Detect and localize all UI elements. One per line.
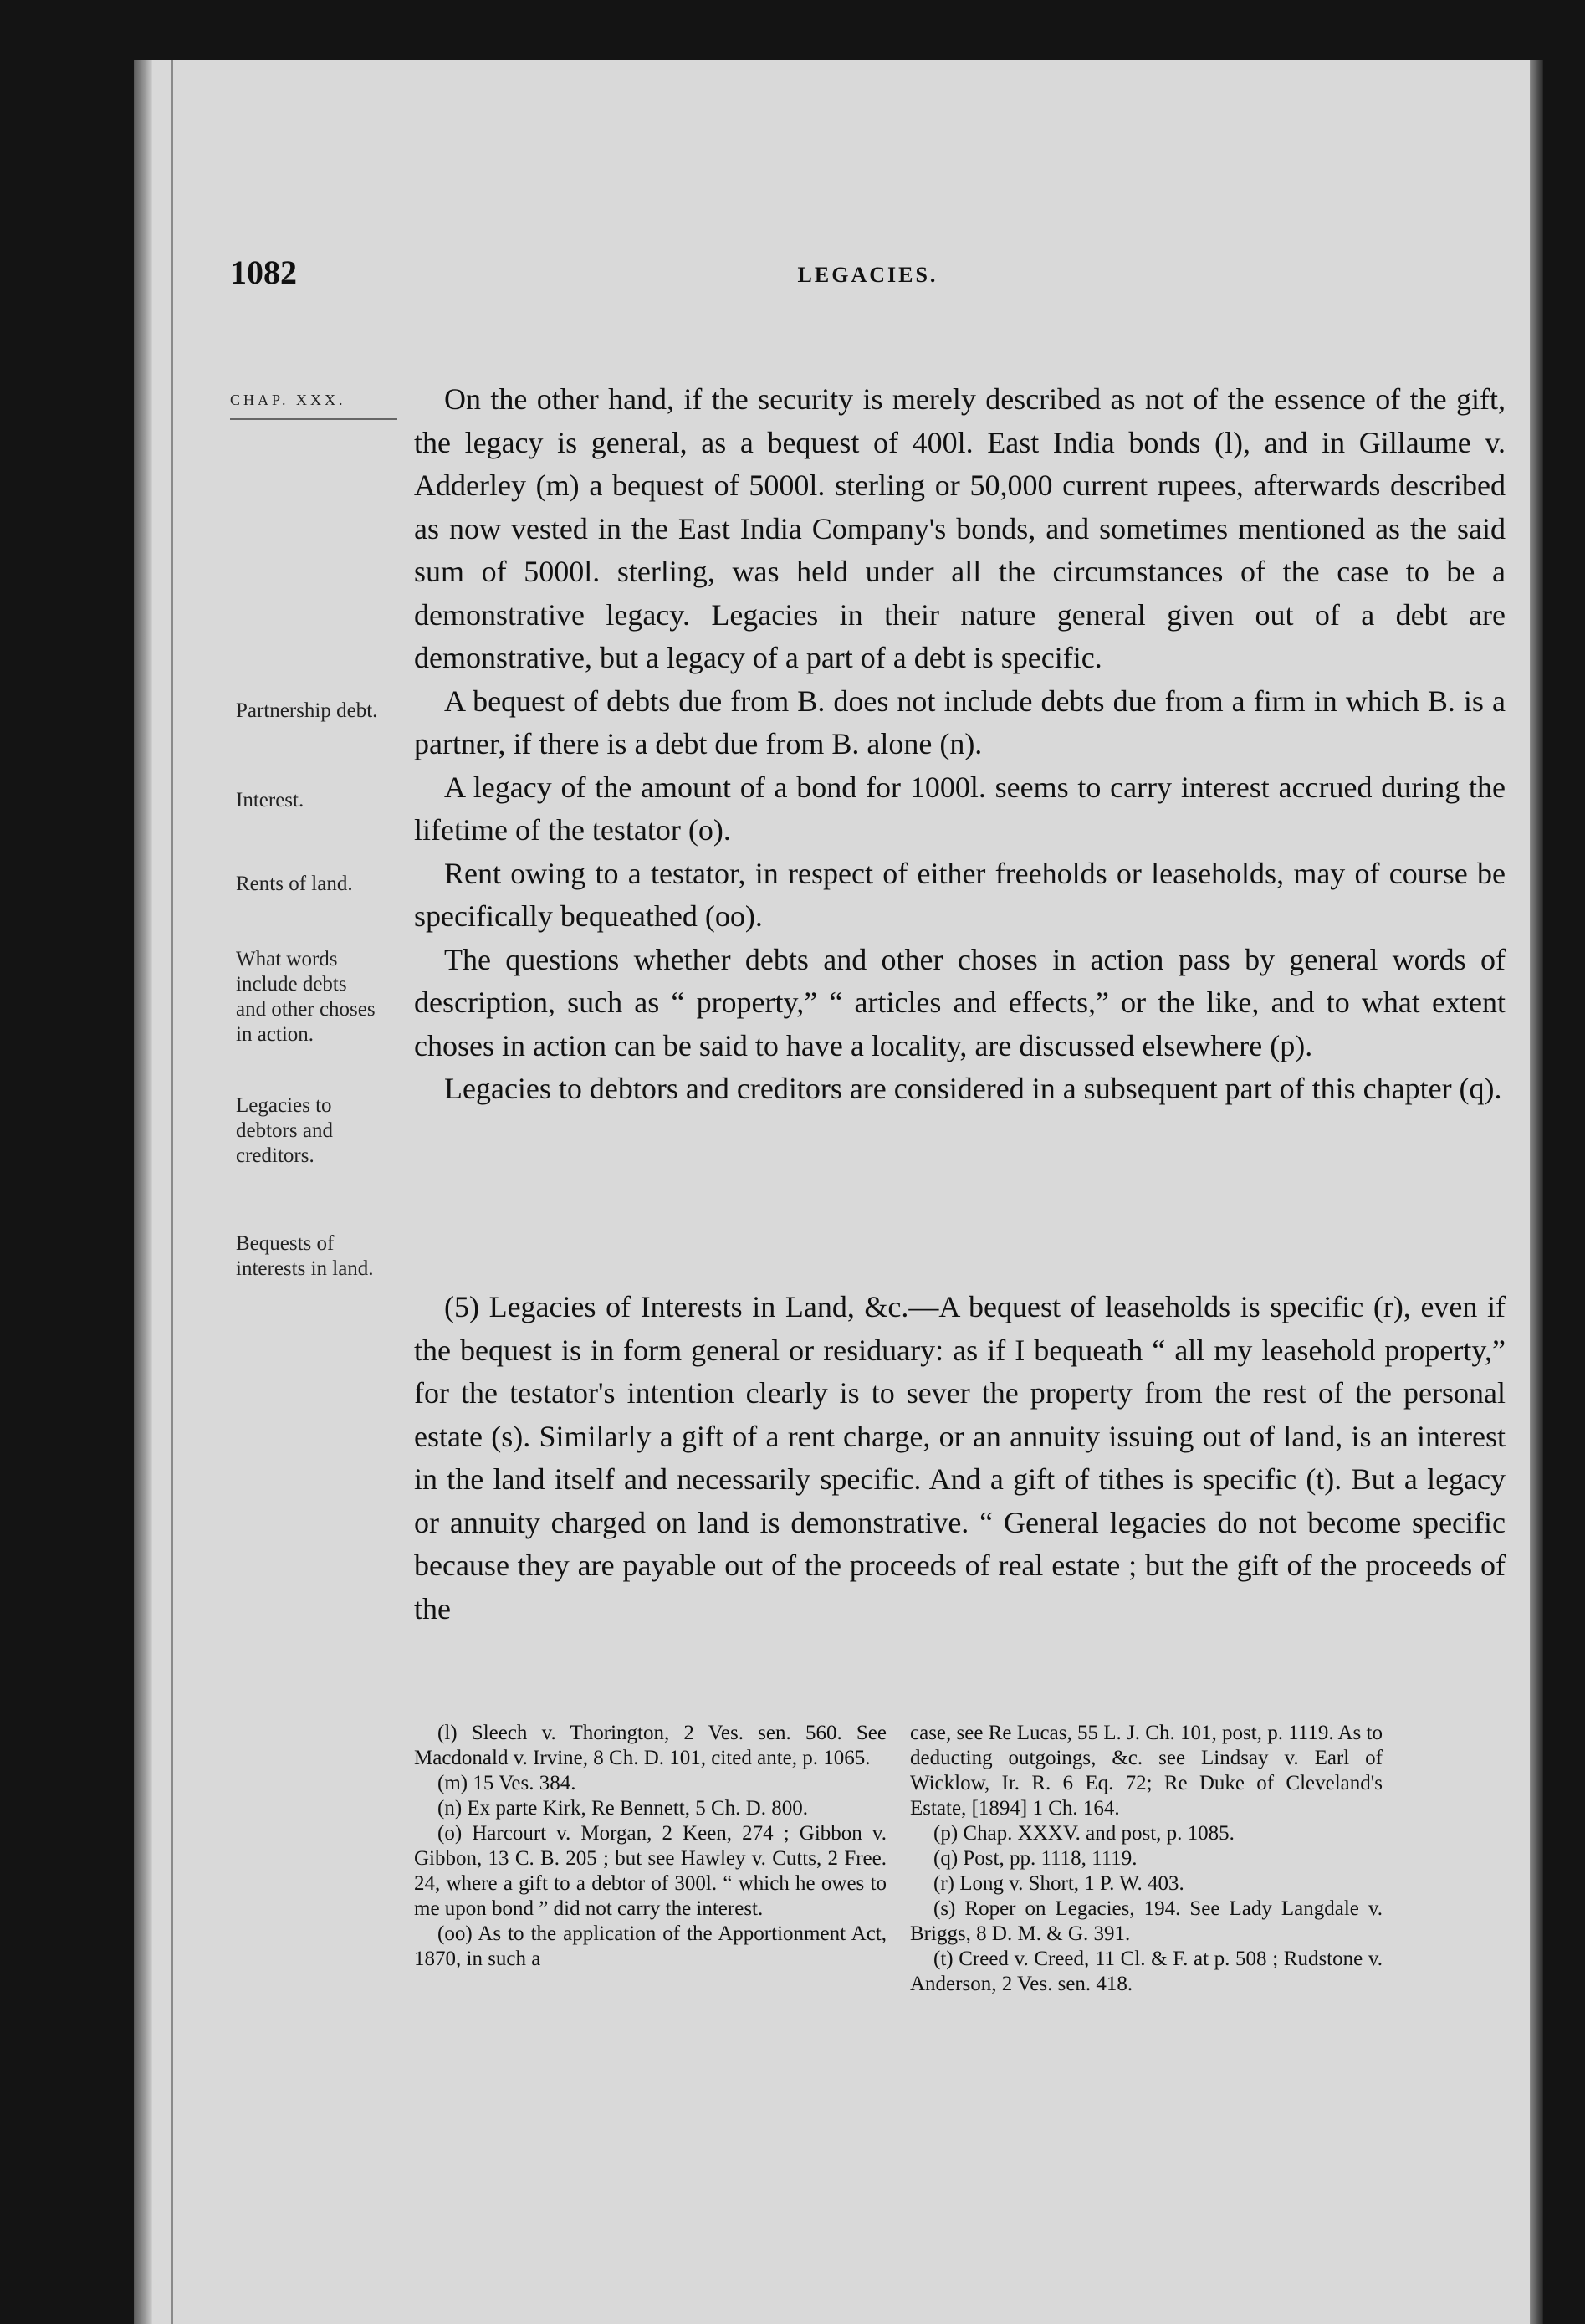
body-text-lower: [414, 1286, 1506, 1630]
chapter-label: CHAP. XXX.: [230, 392, 346, 408]
paragraph-partnership: A bequest of debts due from B. does not include debts due from a firm in which B. is a partner, if there is a debt due from B. alone (n).: [414, 683, 1506, 760]
footnote-p: (p) Chap. XXXV. and post, p. 1085.: [933, 1822, 1235, 1845]
footnote-o: (o) Harcourt v. Morgan, 2 Keen, 274 ; Gibbon v. Gibbon, 13 C. B. 205 ; but see Hawley v. Cutts, 2 Free. 24, where a gift to a debtor of 300l. “ which he owes to me upon bond ” did not carry the interest.: [414, 1822, 887, 1920]
footnote-oo-continued: case, see Re Lucas, 55 L. J. Ch. 101, post, p. 1119. As to deducting outgoings, &c. see Lindsay v. Earl of Wicklow, Ir. R. 6 Eq. 72; Re Duke of Cleveland's Estate, [1894] 1 Ch. 164.: [910, 1722, 1383, 1820]
page-right-edge: [1530, 60, 1543, 2324]
footnote-q: (q) Post, pp. 1118, 1119.: [933, 1847, 1138, 1870]
footnote-n: (n) Ex parte Kirk, Re Bennett, 5 Ch. D. 800.: [437, 1797, 808, 1820]
body-text-upper: [414, 378, 1506, 1111]
margin-note-partnership: Partnership debt.: [236, 699, 378, 722]
margin-rule: [171, 60, 173, 2324]
margin-note-interest: Interest.: [236, 789, 304, 811]
page-header: [230, 253, 1506, 303]
page-number: 1082: [230, 253, 297, 291]
footnote-m: (m) 15 Ves. 384.: [437, 1772, 576, 1794]
margin-note-land: Bequests of interests in land.: [236, 1232, 374, 1280]
footnote-oo: (oo) As to the application of the Apportionment Act, 1870, in such a: [414, 1922, 887, 1970]
footnote-t: (t) Creed v. Creed, 11 Cl. & F. at p. 508 ; Rudstone v. Anderson, 2 Ves. sen. 418.: [910, 1948, 1383, 1995]
margin-note-rents: Rents of land.: [236, 873, 353, 895]
margin-note-debtors: Legacies to debtors and creditors.: [236, 1094, 333, 1167]
paragraph-choses: The questions whether debts and other choses in action pass by general words of description, such as “ property,” “ articles and effects,” or the like, and to what extent choses in action can be said to have a locality, are discussed elsewhere (p).: [414, 942, 1506, 1062]
book-page: [134, 60, 1543, 2324]
chapter-rule: [230, 418, 397, 420]
paragraph-security: On the other hand, if the security is merely described as not of the essence of the gift, the legacy is general, as a bequest of 400l. East India bonds (l), and in Gillaume v. Adderley (m) a bequest of 5000l. sterling or 50,000 current rupees, afterwards described as now vested in the East India Company's bonds, and sometimes mentioned as the said sum of 5000l. sterling, was held under all the circumstances of the case to be a demonstrative legacy. Legacies in their nature general given out of a debt are demonstrative, but a legacy of a part of a debt is specific.: [414, 382, 1506, 674]
page-spine-shadow: [134, 60, 152, 2324]
paragraph-debtors: Legacies to debtors and creditors are considered in a subsequent part of this chapter (q).: [444, 1072, 1502, 1105]
footnote-r: (r) Long v. Short, 1 P. W. 403.: [933, 1872, 1184, 1895]
paragraph-land: (5) Legacies of Interests in Land, &c.—A bequest of leaseholds is specific (r), even if the bequest is in form general or residuary: as if I bequeath “ all my leasehold property,” for the testator's intention clearly is to sever the property from the rest of the personal estate (s). Similarly a gift of a rent charge, or an annuity issuing out of land, is an interest in the land itself and necessarily specific. And a gift of tithes is specific (t). But a legacy or annuity charged on land is demonstrative. “ General legacies do not become specific because they are payable out of the proceeds of real estate ; but the gift of the proceeds of the: [414, 1290, 1506, 1625]
footnote-l: (l) Sleech v. Thorington, 2 Ves. sen. 560. See Macdonald v. Irvine, 8 Ch. D. 101, cited ante, p. 1065.: [414, 1722, 887, 1769]
footnotes-left: [414, 1721, 887, 1972]
paragraph-interest: A legacy of the amount of a bond for 1000l. seems to carry interest accrued during the lifetime of the testator (o).: [414, 770, 1506, 847]
footnote-s: (s) Roper on Legacies, 194. See Lady Langdale v. Briggs, 8 D. M. & G. 391.: [910, 1897, 1383, 1945]
margin-note-choses: What words include debts and other choses in action.: [236, 948, 376, 1046]
footnotes-right: [910, 1721, 1383, 1997]
paragraph-rent: Rent owing to a testator, in respect of either freeholds or leaseholds, may of course be specifically bequeathed (oo).: [414, 856, 1506, 933]
running-title: LEGACIES.: [797, 263, 938, 287]
